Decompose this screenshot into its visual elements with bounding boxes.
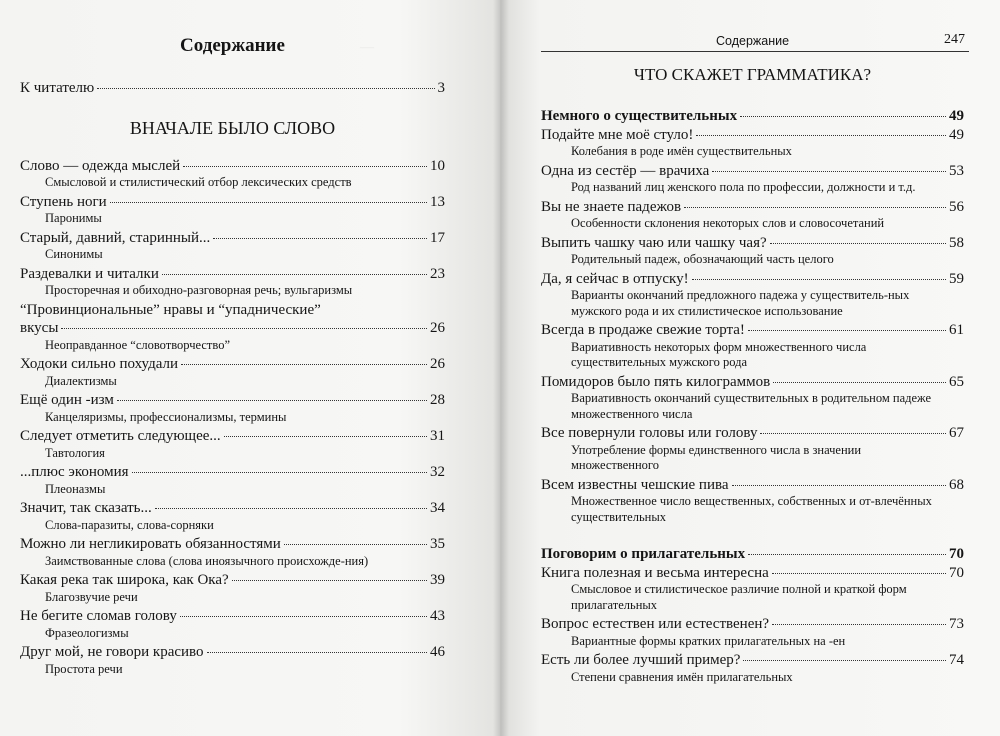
toc-entry[interactable] [541, 270, 964, 322]
toc-entry[interactable] [541, 424, 964, 476]
toc-entry-page: 26 [430, 356, 445, 372]
toc-group-heading[interactable] [541, 107, 964, 126]
toc-entry-page: 68 [949, 476, 964, 493]
toc-entry-page: 39 [430, 572, 445, 588]
toc-entry-page: 59 [949, 270, 964, 287]
toc-entry-page: 13 [430, 193, 445, 210]
toc-entry-subtitle: Степени сравнения имён прилагательных [571, 669, 793, 684]
toc-entry-subtitle: Употребление формы единственного числа в значении множественного [571, 442, 862, 472]
toc-entry-page: 10 [430, 157, 445, 174]
toc-entry[interactable] [20, 355, 445, 391]
dot-leader [692, 279, 946, 280]
toc-entry-subtitle: Плеоназмы [45, 481, 106, 496]
toc-entry-title: Вопрос естествен или естественен? [541, 616, 770, 632]
toc-entry-subtitle: Слова-паразиты, слова-сорняки [45, 517, 214, 532]
toc-entry-page: 65 [949, 373, 964, 390]
page-number: 247 [944, 32, 965, 47]
toc-entry[interactable] [541, 615, 964, 651]
dot-leader [97, 88, 434, 89]
toc-entry-page: 32 [430, 464, 445, 480]
toc-entry-title: Старый, давний, старинный... [20, 229, 211, 246]
toc-entry[interactable] [541, 476, 964, 528]
dot-leader [748, 554, 946, 555]
toc-entry-title: Друг мой, не говори красиво [20, 644, 204, 660]
dot-leader [183, 166, 427, 167]
toc-entry-subtitle: Смысловой и стилистический отбор лексических средств [45, 175, 352, 189]
toc-entry-page: 70 [949, 564, 964, 581]
toc-entry-title: Есть ли более лучший пример? [541, 652, 741, 668]
toc-entry[interactable] [20, 265, 445, 301]
toc-entry-page: 43 [430, 608, 445, 624]
toc-entry-subtitle: Просторечная и обиходно-разговорная речь; вульгаризмы [45, 283, 353, 297]
toc-entry-subtitle: Вариативность некоторых форм множественного числа существительных мужского рода [571, 339, 867, 369]
toc-entry-title: Все повернули головы или голову [541, 425, 758, 441]
toc-entry-title-first-line: “Провинциональные” нравы и “упаднические” [20, 301, 321, 318]
dot-leader [732, 485, 946, 486]
toc-entry-title: К читателю [20, 80, 95, 96]
toc-entry-page: 26 [430, 320, 445, 336]
toc-entry-title: ...плюс экономия [20, 464, 129, 480]
dot-leader [740, 116, 946, 117]
right-page-content [541, 32, 964, 687]
toc-entry-subtitle: Паронимы [45, 211, 102, 225]
toc-entry[interactable] [20, 157, 445, 193]
dot-leader [712, 171, 946, 172]
toc-entry-subtitle: Тавтология [45, 445, 105, 460]
toc-group-title: Поговорим о прилагательных [541, 546, 746, 562]
dot-leader [213, 238, 427, 239]
page-title: Содержание [180, 35, 285, 56]
toc-entry-title: Раздевалки и читалки [20, 265, 159, 282]
dot-leader [684, 207, 946, 208]
dot-leader [181, 364, 427, 365]
toc-entry-title: Можно ли негликировать обязанностями [20, 536, 281, 552]
toc-entry-page: 3 [437, 80, 445, 96]
toc-entry-subtitle: Множественное число вещественных, собственных и от-влечённых существительных [571, 494, 932, 524]
dot-leader [117, 400, 427, 401]
toc-entry-title: Следует отметить следующее... [20, 428, 221, 444]
toc-entry-page: 56 [949, 198, 964, 215]
toc-entry-title: Да, я сейчас в отпуску! [541, 270, 689, 287]
toc-entry[interactable] [541, 564, 964, 616]
toc-entry-page: 35 [430, 536, 445, 552]
toc-entry[interactable] [20, 301, 445, 356]
toc-entry-title: вкусы [20, 320, 59, 336]
dot-leader [772, 573, 946, 574]
toc-entry-page: 73 [949, 616, 964, 632]
toc-entry-title: Помидоров было пять килограммов [541, 373, 771, 390]
section-title: ЧТО СКАЖЕТ ГРАММАТИКА? [633, 65, 872, 84]
dot-leader [110, 202, 427, 203]
toc-entry[interactable] [541, 198, 964, 234]
dot-leader [284, 544, 427, 545]
toc-entry[interactable] [20, 571, 445, 607]
toc-entry-title: Слово — одежда мыслей [20, 157, 181, 174]
toc-entry-page: 49 [949, 126, 964, 143]
toc-entry-page: 53 [949, 162, 964, 179]
toc-entry-title: Значит, так сказать... [20, 500, 152, 516]
dot-leader [180, 616, 427, 617]
toc-entry-subtitle: Простота речи [45, 661, 123, 676]
toc-entry[interactable] [20, 499, 445, 535]
toc-entry-page: 34 [430, 500, 445, 516]
toc-entry-page: 17 [430, 229, 445, 246]
toc-group-heading[interactable] [541, 545, 964, 564]
toc-entry-subtitle: Синонимы [45, 247, 103, 261]
right-page [500, 0, 1000, 736]
toc-entry-title: Вы не знаете падежов [541, 198, 682, 215]
toc-entry-page: 23 [430, 265, 445, 282]
toc-entry-title: Ступень ноги [20, 193, 107, 210]
dot-leader [224, 436, 427, 437]
toc-entry-subtitle: Родительный падеж, обозначающий часть целого [571, 252, 834, 266]
toc-entry[interactable] [20, 463, 445, 499]
dot-leader [132, 472, 427, 473]
toc-entry-title: Всем известны чешские пива [541, 476, 729, 493]
toc-entry-subtitle: Особенности склонения некоторых слов и словосочетаний [571, 216, 885, 230]
toc-entry[interactable] [541, 651, 964, 687]
toc-entry[interactable] [541, 126, 964, 162]
toc-entry-page: 67 [949, 425, 964, 441]
toc-entry-title: Не бегите сломав голову [20, 608, 177, 624]
dot-leader [748, 330, 946, 331]
dot-leader [155, 508, 427, 509]
dot-leader [773, 382, 946, 383]
toc-group-title: Немного о существительных [541, 108, 738, 124]
toc-group-page: 70 [949, 546, 964, 562]
toc-entry-page: 31 [430, 428, 445, 444]
dot-leader [760, 433, 946, 434]
toc-entry[interactable] [20, 229, 445, 265]
dot-leader [207, 652, 427, 653]
toc-entry-title: Книга полезная и весьма интересна [541, 564, 769, 581]
toc-entry-page: 61 [949, 322, 964, 338]
toc-entry-title: Всегда в продаже свежие торта! [541, 322, 745, 338]
toc-entry-title: Одна из сестёр — врачиха [541, 162, 710, 179]
toc-entry-page: 28 [430, 392, 445, 408]
toc-entry-title: Ходоки сильно похудали [20, 356, 179, 372]
dot-leader [743, 660, 946, 661]
toc-entry[interactable] [20, 535, 445, 571]
toc-entry[interactable] [20, 193, 445, 229]
bleed-through: — [360, 40, 374, 55]
toc-group-page: 49 [949, 108, 964, 124]
toc-entry-subtitle: Род названий лиц женского пола по профессии, должности и т.д. [571, 180, 916, 194]
toc-entry[interactable] [20, 643, 445, 679]
toc-entry-subtitle: Диалектизмы [45, 373, 117, 388]
section-title: ВНАЧАЛЕ БЫЛО СЛОВО [129, 117, 336, 138]
toc-entry-subtitle: Колебания в роде имён существительных [571, 144, 792, 158]
toc-entry[interactable] [20, 427, 445, 463]
left-page-content [20, 32, 445, 679]
running-head-title: Содержание [716, 34, 790, 48]
toc-entry[interactable] [541, 373, 964, 425]
toc-entry-subtitle: Вариантные формы кратких прилагательных на -ен [571, 633, 846, 648]
toc-entry-title: Подайте мне моё стуло! [541, 126, 694, 143]
running-head [541, 32, 969, 52]
dot-leader [162, 274, 427, 275]
dot-leader [61, 328, 427, 329]
dot-leader [696, 135, 946, 136]
toc-entry[interactable] [20, 391, 445, 427]
toc-entry[interactable] [20, 607, 445, 643]
dot-leader [772, 624, 946, 625]
toc-entry-subtitle: Фразеологизмы [45, 625, 129, 640]
toc-entry-subtitle: Вариативность окончаний существительных в родительном падеже множественного числа [571, 391, 932, 421]
toc-entry-title: Ещё один -изм [20, 392, 114, 408]
toc-entry-subtitle: Канцеляризмы, профессионализмы, термины [45, 409, 287, 424]
toc-entry-subtitle: Неоправданное “словотворчество” [45, 337, 230, 352]
toc-entry-subtitle: Смысловое и стилистическое различие полной и краткой форм прилагательных [571, 582, 907, 612]
book-gutter [493, 0, 509, 736]
dot-leader [232, 580, 427, 581]
toc-entry-subtitle: Варианты окончаний предложного падежа у существитель-ных мужского рода и их стилистическое использование [571, 288, 910, 318]
toc-entry-subtitle: Благозвучие речи [45, 589, 138, 604]
toc-entry-title: Выпить чашку чаю или чашку чая? [541, 234, 767, 251]
toc-entry-page: 74 [949, 652, 964, 668]
toc-entry[interactable] [20, 79, 445, 98]
toc-entry[interactable] [541, 321, 964, 373]
toc-entry[interactable] [541, 162, 964, 198]
toc-entry[interactable] [541, 234, 964, 270]
toc-entry-page: 46 [430, 644, 445, 660]
toc-entry-subtitle: Заимствованные слова (слова иноязычного происхожде-ния) [45, 553, 369, 568]
toc-entry-page: 58 [949, 234, 964, 251]
dot-leader [770, 243, 946, 244]
toc-entry-title: Какая река так широка, как Ока? [20, 572, 229, 588]
